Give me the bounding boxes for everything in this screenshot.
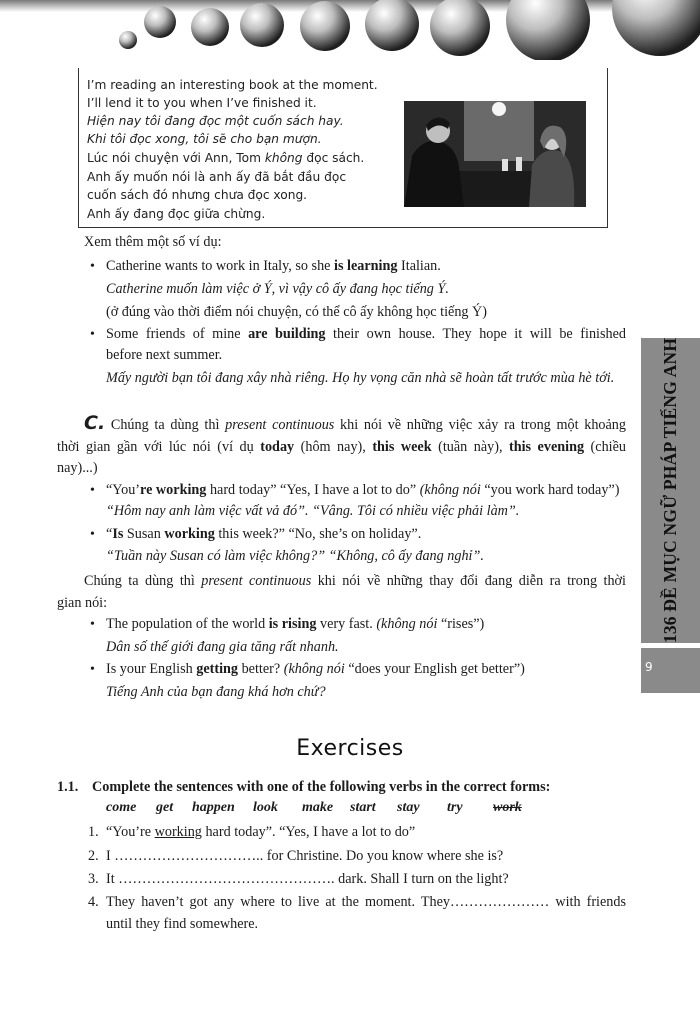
bullet-dot: • <box>90 327 95 342</box>
section-c-para-2: thời gian gần với lúc nói (ví dụ today (hôm nay), this week (tuần này), this evening (chiều <box>57 439 626 455</box>
bullet-dot: • <box>90 259 95 274</box>
verb-option: happen <box>192 800 235 815</box>
c-bullet-4-en: Is your English getting better? (không nói “does your English get better”) <box>106 661 525 677</box>
exercise-item-4-cont: until they find somewhere. <box>106 916 259 932</box>
verb-option: come <box>106 800 137 815</box>
box-line-2: I’ll lend it to you when I’ve finished it. <box>87 96 317 110</box>
verb-option: get <box>156 800 174 815</box>
c-bullet-3-en: The population of the world is rising very fast. (không nói “rises”) <box>106 616 485 632</box>
exercise-item-4: They haven’t got any where to live at the moment. They………………… with friends <box>106 894 626 910</box>
item-number: 3. <box>88 871 99 887</box>
bullet-dot: • <box>90 617 95 632</box>
item-number: 4. <box>88 894 99 910</box>
box-line-4: Khi tôi đọc xong, tôi sẽ cho bạn mượn. <box>87 132 322 146</box>
exercises-title: Exercises <box>296 736 404 761</box>
verb-option: look <box>253 800 278 815</box>
box-line-3: Hiện nay tôi đang đọc một cuốn sách hay. <box>87 114 344 128</box>
section-c-para-3: nay)...) <box>57 460 98 476</box>
c-bullet-4-vi: Tiếng Anh của bạn đang khá hơn chứ? <box>106 684 326 700</box>
c-bullet-3-vi: Dân số thế giới đang gia tăng rất nhanh. <box>106 639 339 655</box>
verb-option: try <box>447 800 463 815</box>
exercise-instruction: Complete the sentences with one of the following verbs in the correct forms: <box>92 779 551 795</box>
bullet-dot: • <box>90 527 95 542</box>
example-box <box>78 68 608 228</box>
example-2-en-cont: before next summer. <box>106 347 223 363</box>
c-bullet-2-vi: “Tuần này Susan có làm việc không?” “Không, cô ấy đang nghỉ”. <box>106 548 484 564</box>
section-c-para-5: gian nói: <box>57 595 108 611</box>
example-1-vi: Catherine muốn làm việc ở Ý, vì vậy cô ấy đang học tiếng Ý. <box>106 281 449 297</box>
exercise-number: 1.1. <box>57 779 79 795</box>
exercise-item-2: I ………………………….. for Christine. Do you know where she is? <box>106 848 504 864</box>
box-line-8: Anh ấy đang đọc giữa chừng. <box>87 207 266 221</box>
verb-option-crossed: work <box>493 800 522 815</box>
box-line-1: I’m reading an interesting book at the moment. <box>87 78 378 92</box>
example-1-note: (ở đúng vào thời điểm nói chuyện, có thể cô ấy không học tiếng Ý) <box>106 304 488 320</box>
book-title-vertical: 136 ĐỀ MỤC NGỮ PHÁP TIẾNG ANH <box>660 337 680 644</box>
example-2-vi: Mấy người bạn tôi đang xây nhà riêng. Họ hy vọng căn nhà sẽ hoàn tất trước mùa hè tới. <box>106 370 615 386</box>
header-decoration <box>0 0 700 60</box>
verb-option: start <box>350 800 376 815</box>
chapter-side-tab <box>641 338 700 643</box>
section-c-letter: C. <box>84 412 106 434</box>
more-examples-intro: Xem thêm một số ví dụ: <box>84 234 222 250</box>
item-number: 1. <box>88 824 99 840</box>
verb-option: stay <box>397 800 420 815</box>
section-c-para-1: C. Chúng ta dùng thì present continuous khi nói về những việc xảy ra trong một khoảng <box>84 412 626 434</box>
c-bullet-1-vi: “Hôm nay anh làm việc vất vả đó”. “Vâng. Tôi có nhiều việc phải làm”. <box>106 503 520 519</box>
box-line-6: Anh ấy muốn nói là anh ấy đã bắt đầu đọc <box>87 170 347 184</box>
c-bullet-1-en: “You’re working hard today” “Yes, I have a lot to do” (không nói “you work hard today”) <box>106 482 620 498</box>
bullet-dot: • <box>90 483 95 498</box>
c-bullet-2-en: “Is Susan working this week?” “No, she’s on holiday”. <box>106 526 422 542</box>
exercise-item-1: “You’re working hard today”. “Yes, I have a lot to do” <box>106 824 416 840</box>
couple-reading-photo <box>404 101 586 207</box>
box-line-5: Lúc nói chuyện với Ann, Tom không đọc sách. <box>87 151 365 165</box>
verb-option: make <box>302 800 334 815</box>
item-number: 2. <box>88 848 99 864</box>
example-2-en: Some friends of mine are building their own house. They hope it will be finished <box>106 326 626 342</box>
section-c-para-4: Chúng ta dùng thì present continuous khi nói về những thay đổi đang diễn ra trong thời <box>84 573 626 589</box>
exercise-item-3: It ………………………………………. dark. Shall I turn on the light? <box>106 871 509 887</box>
page-number: 9 <box>645 660 653 674</box>
example-1-en: Catherine wants to work in Italy, so she is learning Italian. <box>106 258 441 274</box>
page-number-tab <box>641 648 700 693</box>
bullet-dot: • <box>90 662 95 677</box>
box-line-7: cuốn sách đó nhưng chưa đọc xong. <box>87 188 308 202</box>
